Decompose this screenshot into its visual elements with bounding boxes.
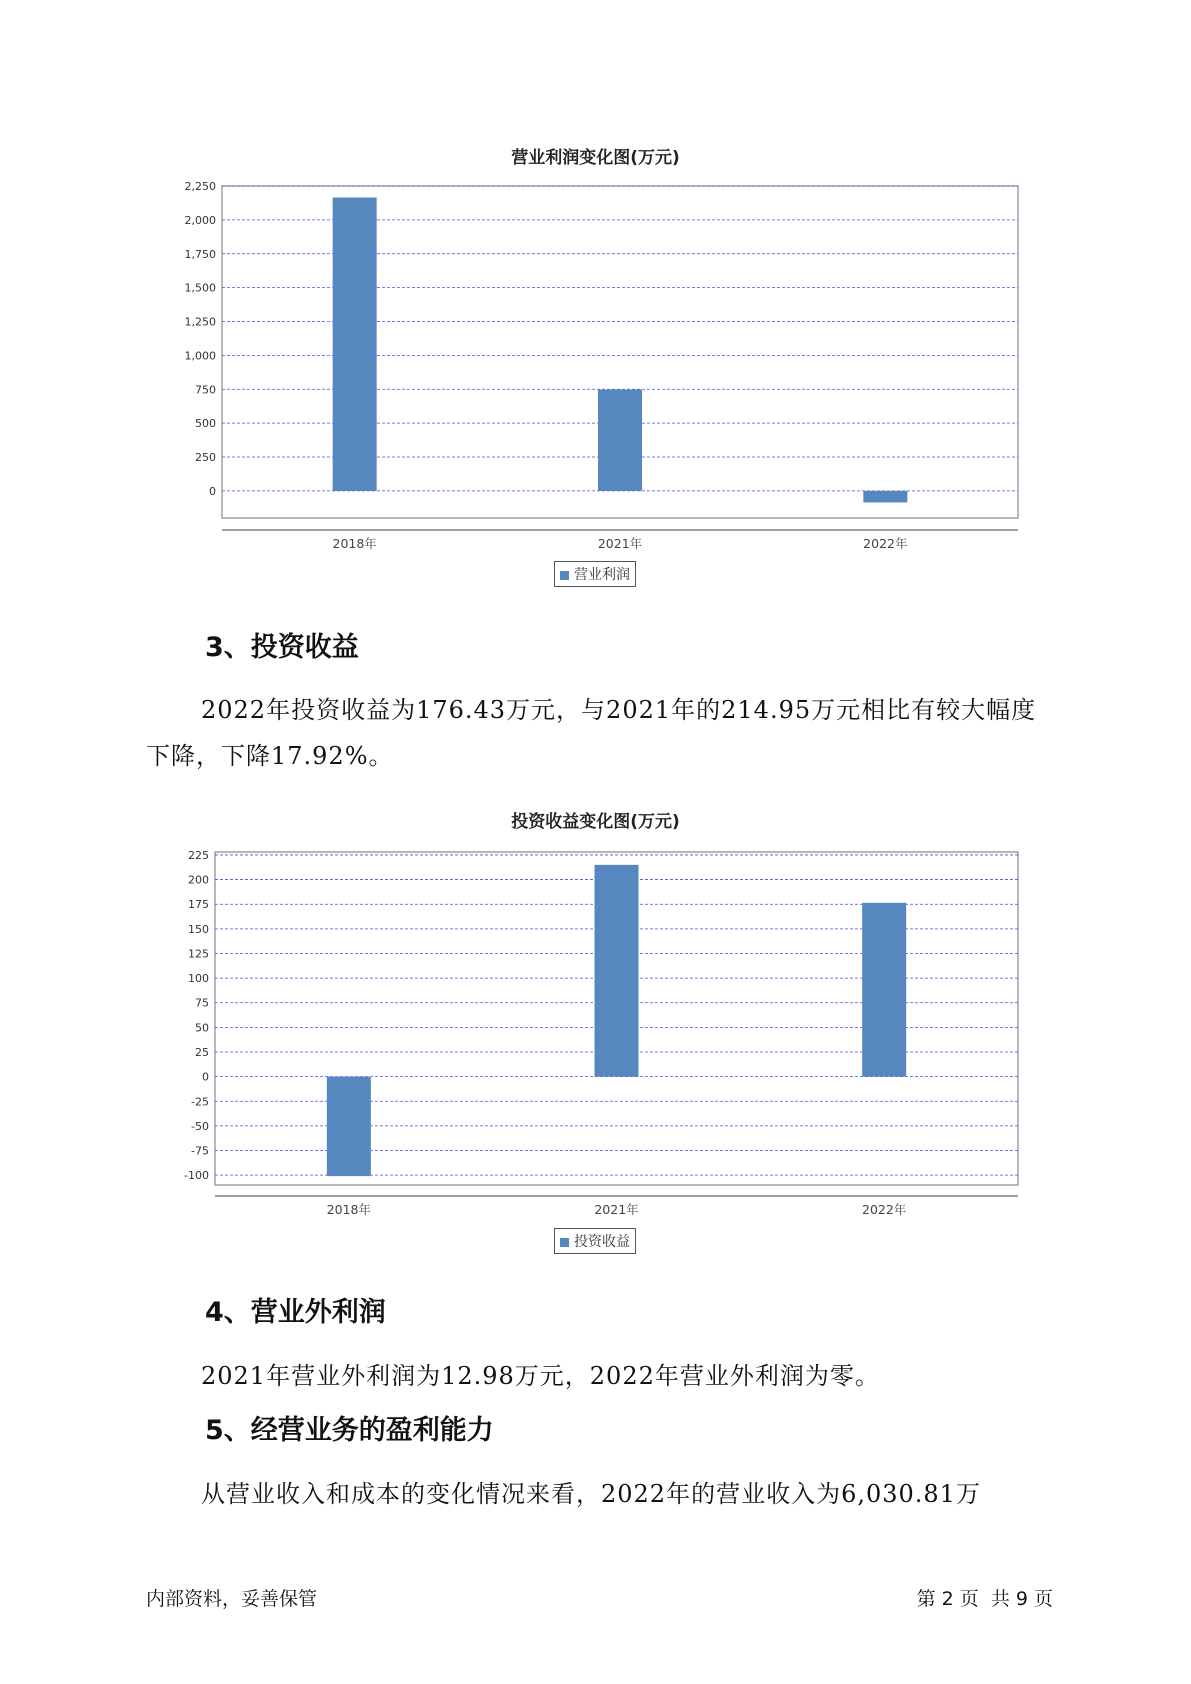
- bar-2022年: [862, 903, 906, 1077]
- y-tick-label: 2,250: [184, 180, 216, 193]
- chart1-title: 营业利润变化图(万元): [511, 148, 680, 168]
- x-tick-label: 2018年: [332, 536, 377, 551]
- y-tick-label: -25: [191, 1095, 209, 1109]
- bar-2018年: [327, 1077, 371, 1177]
- y-tick-label: 125: [188, 947, 209, 961]
- x-tick-label: 2018年: [326, 1202, 371, 1217]
- y-tick-label: 100: [188, 972, 209, 986]
- y-tick-label: 200: [188, 873, 209, 887]
- y-tick-label: 500: [195, 417, 216, 431]
- y-tick-label: 1,000: [184, 349, 216, 363]
- section3-heading: 3、投资收益: [205, 632, 359, 663]
- chart2-legend: [554, 1228, 636, 1254]
- section3-paragraph: 2022年投资收益为176.43万元，与2021年的214.95万元相比有较大幅度下降，下降17.92%。: [146, 696, 1037, 770]
- x-tick-label: 2021年: [597, 536, 643, 551]
- y-tick-label: 0: [209, 484, 216, 498]
- footer-page-number: 第 2 页 共 9 页: [916, 1588, 1053, 1610]
- y-tick-label: 50: [195, 1021, 209, 1035]
- section4-heading: 4、营业外利润: [205, 1297, 386, 1328]
- y-tick-label: 150: [188, 922, 209, 936]
- footer-confidential-note: 内部资料，妥善保管: [146, 1588, 318, 1610]
- y-tick-label: -75: [191, 1144, 209, 1158]
- y-tick-label: 250: [195, 451, 216, 465]
- y-tick-label: 1,500: [184, 281, 216, 295]
- x-tick-label: 2022年: [862, 1202, 907, 1217]
- section5-heading: 5、经营业务的盈利能力: [205, 1415, 494, 1446]
- y-tick-label: 750: [195, 383, 216, 397]
- chart2-title: 投资收益变化图(万元): [511, 812, 680, 832]
- legend-swatch: [560, 1238, 569, 1247]
- y-tick-label: 175: [188, 898, 209, 912]
- y-tick-label: 25: [195, 1045, 209, 1059]
- section4-paragraph: 2021年营业外利润为12.98万元，2022年营业外利润为零。: [201, 1362, 880, 1390]
- bar-2021年: [595, 865, 639, 1077]
- y-tick-label: -50: [191, 1119, 209, 1133]
- section5-paragraph: 从营业收入和成本的变化情况来看，2022年的营业收入为6,030.81万: [201, 1480, 981, 1508]
- y-tick-label: 75: [195, 996, 209, 1010]
- x-tick-label: 2022年: [863, 536, 908, 551]
- y-tick-label: -100: [184, 1169, 209, 1183]
- y-tick-label: 1,250: [184, 315, 216, 329]
- x-tick-label: 2021年: [594, 1202, 639, 1217]
- chart2-legend-label: 投资收益: [574, 1234, 630, 1250]
- chart1-legend-label: 营业利润: [574, 567, 630, 583]
- y-tick-label: 1,750: [184, 247, 216, 261]
- y-tick-label: 2,000: [184, 213, 216, 227]
- y-tick-label: 0: [202, 1070, 209, 1084]
- y-tick-label: 225: [188, 848, 209, 862]
